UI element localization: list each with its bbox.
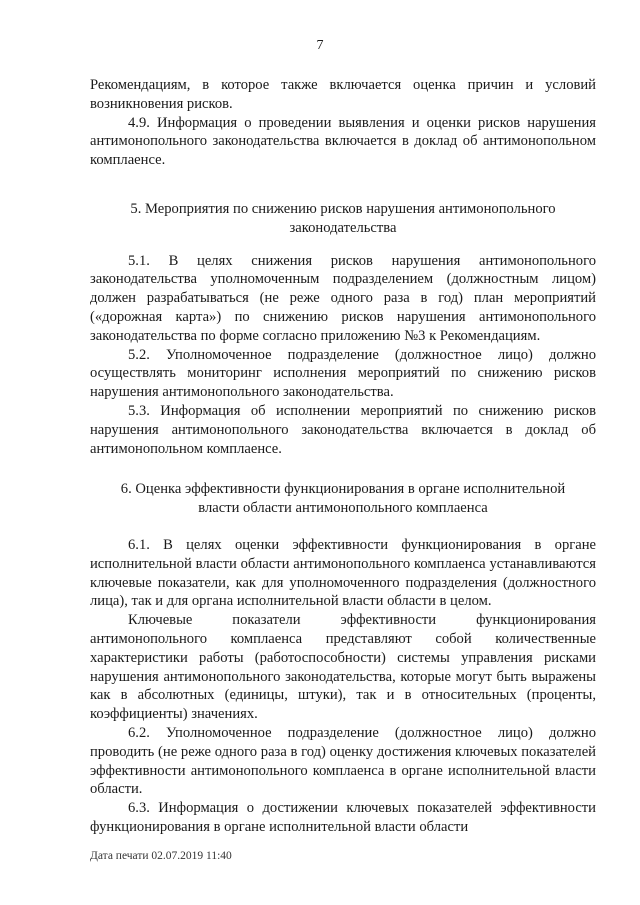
- page-number: 7: [316, 38, 324, 53]
- paragraph-6-1-kpi: Ключевые показатели эффективности функционирования антимонопольного комплаенса представляют собой количественные характеристики работы (работоспособности) системы управления рисками нарушения антимонопольного законодательства, которые могут быть выражены как в абсолютных (единицы, штуки), так и в относительных (проценты, коэффициенты) значениях.: [90, 612, 596, 723]
- document-body: [90, 76, 596, 837]
- paragraph-continuation: Рекомендациям, в которое также включается оценка причин и условий возникновения рисков.: [90, 77, 596, 112]
- paragraph-6-3: 6.3. Информация о достижении ключевых показателей эффективности функционирования в органе исполнительной власти области: [90, 800, 596, 835]
- section-heading-6: 6. Оценка эффективности функционирования в органе исполнительной власти области антимонопольного комплаенса: [120, 481, 566, 517]
- paragraph-5-3: 5.3. Информация об исполнении мероприятий по снижению рисков нарушения антимонопольного законодательства включается в доклад об антимонопольном комплаенсе.: [90, 402, 596, 457]
- paragraph-4-9: 4.9. Информация о проведении выявления и оценки рисков нарушения антимонопольного законодательства включается в доклад об антимонопольном комплаенсе.: [90, 114, 596, 169]
- section-heading-5: 5. Мероприятия по снижению рисков нарушения антимонопольного законодательства: [130, 200, 556, 236]
- paragraph-6-1: 6.1. В целях оценки эффективности функционирования в органе исполнительной власти области антимонопольного комплаенса устанавливаются ключевые показатели, как для уполномоченного подразделения (должностного лица), так и для органа исполнительной власти области в целом.: [90, 536, 596, 610]
- paragraph-5-1: 5.1. В целях снижения рисков нарушения антимонопольного законодательства уполномоченным подразделением (должностным лицом) должен разрабатываться (не реже одного раза в год) план мероприятий («дорожная карта») по снижению рисков нарушения антимонопольного законодательства по форме согласно приложению №3 к Рекомендациям.: [90, 252, 596, 344]
- paragraph-6-2: 6.2. Уполномоченное подразделение (должностное лицо) должно проводить (не реже одного раза в год) оценку достижения ключевых показателей эффективности антимонопольного комплаенса в органе исполнительной власти области.: [90, 724, 596, 798]
- print-date-footer: Дата печати 02.07.2019 11:40: [90, 850, 232, 862]
- paragraph-5-2: 5.2. Уполномоченное подразделение (должностное лицо) должно осуществлять мониторинг исполнения мероприятий по снижению рисков нарушения антимонопольного законодательства.: [90, 346, 596, 401]
